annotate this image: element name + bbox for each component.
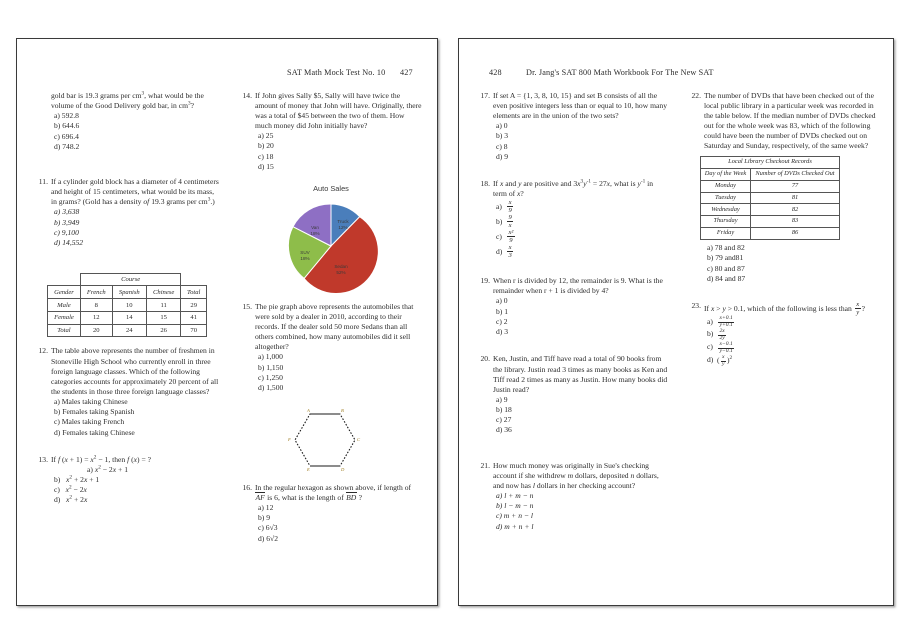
choice[interactable]: b) 18 bbox=[496, 404, 512, 414]
auto-sales-pie-chart bbox=[271, 184, 391, 296]
choice[interactable]: a) 9 bbox=[496, 394, 508, 404]
q19-number: 19. bbox=[480, 276, 490, 286]
q10-choices bbox=[54, 111, 219, 152]
q19-choices bbox=[496, 296, 668, 337]
q14-number: 14. bbox=[242, 91, 252, 100]
q22-number: 22. bbox=[691, 91, 701, 100]
cell: 8 bbox=[80, 299, 112, 312]
cell-count: 82 bbox=[751, 204, 840, 216]
choice[interactable] bbox=[496, 199, 668, 214]
pie-chart-svg bbox=[279, 196, 383, 296]
choice[interactable]: b) Females taking Spanish bbox=[54, 406, 135, 416]
choice[interactable] bbox=[496, 229, 668, 244]
q21-choices bbox=[496, 491, 668, 532]
row-header: Total bbox=[48, 324, 81, 337]
fraction: $\frac{9}{x}$ bbox=[508, 214, 512, 230]
cell-count: 86 bbox=[751, 228, 840, 240]
question-16 bbox=[239, 483, 423, 544]
q22-choices bbox=[707, 243, 879, 284]
running-head-title-left: SAT Math Mock Test No. 10 bbox=[287, 68, 386, 77]
q10-text: gold bar is 19.3 grams per $cm^3$, what would be the volume of the Good Delivery gold bar, in $cm^3$? bbox=[51, 90, 204, 111]
col-header: French bbox=[80, 286, 112, 299]
cell: 70 bbox=[181, 324, 207, 337]
choice[interactable]: d) 1,500 bbox=[258, 383, 284, 393]
choice[interactable] bbox=[707, 329, 879, 342]
q23-choices bbox=[707, 316, 879, 367]
q20-text: Ken, Justin, and Tiff have read a total of 90 books from the library. Justin read 3 times as many books as Ken and Tiff read 2 times as many as Justin. How many books did Justin read? bbox=[493, 354, 668, 394]
table-row bbox=[701, 216, 840, 228]
fraction: $\frac{x-0.1}{y-0.1}$ bbox=[719, 340, 733, 354]
fraction: $\frac{x}{3}$ bbox=[508, 244, 512, 260]
q17-text: If set A = {1, 3, 8, 10, 15} and set B consists of all the even positive integers less than or equal to 10, how many elements are in the union of the two sets? bbox=[493, 91, 667, 121]
q15-number: 15. bbox=[242, 302, 252, 312]
cell-count: 77 bbox=[751, 180, 840, 192]
choice[interactable]: c) 1,250 bbox=[258, 373, 283, 383]
choice[interactable] bbox=[496, 244, 668, 259]
cell-day: Monday bbox=[701, 180, 751, 192]
cell: 41 bbox=[181, 311, 207, 324]
segment-af: AF bbox=[255, 492, 265, 502]
choice[interactable]: a) 0 bbox=[496, 296, 508, 306]
q13-number: 13. bbox=[38, 454, 48, 464]
choice-label: b) bbox=[707, 329, 714, 339]
choice[interactable]: c) 696.4 bbox=[54, 131, 79, 141]
left-page-column-1 bbox=[35, 91, 229, 599]
choice[interactable]: d) 14,552 bbox=[54, 238, 84, 248]
pie-label-van-name: Van bbox=[311, 225, 319, 231]
right-page-column-2 bbox=[678, 91, 879, 599]
question-18 bbox=[477, 179, 668, 259]
pie-label-sedan-name: Sedan bbox=[334, 264, 348, 270]
q13-choice-a[interactable]: a) $x^2 - 2x + 1$ bbox=[87, 464, 128, 474]
choice-label: c) bbox=[707, 342, 713, 352]
choice[interactable]: a) 592.8 bbox=[54, 111, 79, 121]
choice[interactable]: d) Females taking Chinese bbox=[54, 427, 135, 437]
chart-title: Auto Sales bbox=[313, 184, 349, 194]
choice[interactable]: b) 1 bbox=[496, 306, 509, 316]
library-checkout-table bbox=[700, 156, 840, 240]
cell: 15 bbox=[146, 311, 181, 324]
q18-choices bbox=[496, 199, 668, 259]
pie-label-van-value: 18% bbox=[310, 231, 320, 237]
question-15 bbox=[239, 302, 423, 393]
q11-number: 11. bbox=[38, 177, 48, 187]
col-header: Spanish bbox=[112, 286, 146, 299]
choice[interactable]: b) 3,949 bbox=[54, 217, 80, 227]
question-19 bbox=[477, 276, 668, 337]
choice[interactable]: d) ( $\frac{x}{y}$ )$^2$ bbox=[707, 353, 733, 367]
question-23 bbox=[688, 301, 879, 367]
q11-text: If a cylinder gold block has a diameter of 4 centimeters and height of 15 centimeters, what would be its mass, in grams? (Gold has a density of 19.3 grams per $cm^3$.) bbox=[51, 177, 219, 207]
q21-number: 21. bbox=[480, 460, 490, 470]
col-header: Chinese bbox=[146, 286, 181, 299]
choice[interactable]: a) 1,000 bbox=[258, 352, 283, 362]
choice[interactable]: a) Males taking Chinese bbox=[54, 396, 128, 406]
choice[interactable]: c) 18 bbox=[258, 151, 274, 161]
pie-label-truck-name: Truck bbox=[337, 219, 349, 225]
hexagon-vertex-label-e: E bbox=[307, 466, 310, 472]
pie-label-suv-name: SUV bbox=[300, 250, 310, 256]
table-row bbox=[48, 324, 207, 337]
choice[interactable]: a) 78 and 82 bbox=[707, 242, 745, 252]
choice[interactable] bbox=[707, 342, 879, 355]
q14-choices bbox=[258, 131, 423, 172]
table-row bbox=[701, 192, 840, 204]
hexagon-svg bbox=[286, 408, 364, 472]
choice[interactable]: b) 9 bbox=[258, 512, 271, 522]
choice[interactable]: b) 79 and81 bbox=[707, 253, 744, 263]
col-header: Gender bbox=[48, 286, 81, 299]
pie-label-suv-value: 18% bbox=[300, 256, 310, 262]
choice-label: c) bbox=[496, 232, 502, 242]
question-10-continuation bbox=[35, 91, 219, 152]
choice[interactable]: d) m + n + l bbox=[496, 521, 534, 531]
cell: 29 bbox=[181, 299, 207, 312]
choice[interactable]: b) 1,150 bbox=[258, 362, 284, 372]
fraction: $\frac{2x}{2y}$ bbox=[719, 327, 725, 341]
table-row-caption bbox=[48, 273, 207, 286]
fraction-x-over-y: $\frac{x}{y}$ bbox=[856, 301, 860, 317]
question-20 bbox=[477, 354, 668, 435]
left-page-columns bbox=[17, 91, 437, 599]
choice[interactable]: d) 3 bbox=[496, 327, 509, 337]
table-row-caption bbox=[701, 157, 840, 169]
cell-count: 83 bbox=[751, 216, 840, 228]
choice[interactable]: c) $x^2 - 2x$ bbox=[54, 484, 87, 495]
table-row bbox=[48, 299, 207, 312]
cell-day: Tuesday bbox=[701, 192, 751, 204]
question-14 bbox=[239, 91, 423, 172]
choice-label: d) bbox=[496, 247, 503, 257]
cell: 14 bbox=[112, 311, 146, 324]
choice-label: a) bbox=[707, 316, 713, 326]
choice[interactable]: d) 36 bbox=[496, 425, 512, 435]
choice[interactable]: c) m + n − l bbox=[496, 511, 534, 521]
col-header: Total bbox=[181, 286, 207, 299]
choice[interactable]: c) 27 bbox=[496, 415, 512, 425]
q19-text: When r is divided by 12, the remainder is 9. What is the remainder when r + 1 is divided by 4? bbox=[493, 276, 663, 296]
choice[interactable]: a) 0 bbox=[496, 121, 508, 131]
cell-day: Thursday bbox=[701, 216, 751, 228]
row-header: Female bbox=[48, 311, 81, 324]
row-header: Male bbox=[48, 299, 81, 312]
hexagon-vertex-label-c: C bbox=[357, 436, 361, 442]
table-row bbox=[701, 204, 840, 216]
course-enrollment-table bbox=[47, 273, 207, 338]
page-right bbox=[458, 38, 894, 606]
cell: 20 bbox=[80, 324, 112, 337]
col-header-count: Number of DVDs Checked Out bbox=[751, 168, 840, 180]
table-row bbox=[701, 180, 840, 192]
hexagon-shape bbox=[295, 414, 355, 466]
table-row bbox=[48, 311, 207, 324]
q12-number: 12. bbox=[38, 346, 48, 356]
fraction: $\frac{x}{9}$ bbox=[508, 199, 512, 215]
q15-text: The pie graph above represents the automobiles that were sold by a dealer in 2010, according to their records. If the dealer sold 50 more Sedans than all others combined, how many automobiles did it sell altogether? bbox=[255, 302, 414, 352]
choice[interactable] bbox=[496, 214, 668, 229]
q23-text: If x > y > 0.1, which of the following is less than $\frac{x}{y}$ ? bbox=[704, 301, 866, 317]
choice-label: d) bbox=[707, 355, 714, 365]
fraction: $\frac{\text{x²}}{9}$ bbox=[508, 229, 514, 245]
pie-label-truck-value: 12% bbox=[338, 225, 348, 231]
cell-day: Wednesday bbox=[701, 204, 751, 216]
choice[interactable]: c) 9,100 bbox=[54, 227, 79, 237]
question-22 bbox=[688, 91, 879, 284]
question-17 bbox=[477, 91, 668, 162]
q14-text: If John gives Sally $5, Sally will have twice the amount of money that John will have. Originally, there was a total of $45 between the two of them. How much money did John initially have? bbox=[255, 91, 422, 131]
choice[interactable]: a) l + m − n bbox=[496, 490, 534, 500]
choice[interactable]: b) $x^2 + 2x + 1$ bbox=[54, 474, 100, 484]
choice[interactable]: c) Males taking French bbox=[54, 417, 125, 427]
choice[interactable]: a) 25 bbox=[258, 131, 274, 141]
question-21 bbox=[477, 461, 668, 532]
segment-bd: BD bbox=[346, 492, 357, 502]
left-page-column-2 bbox=[229, 91, 423, 599]
q18-number: 18. bbox=[480, 179, 490, 189]
choice[interactable]: c) 8 bbox=[496, 141, 508, 151]
col-header-day: Day of the Week bbox=[701, 168, 751, 180]
right-page-columns bbox=[459, 91, 893, 599]
q18-text: If x and y are positive and $3x^3y^{-1} = 27x$, what is $y^{-1}$ in term of x? bbox=[493, 178, 654, 199]
page-number-right: 428 bbox=[489, 68, 502, 77]
q13-text: If f $(x + 1) = x^2 - 1$, then f (x) = ? bbox=[51, 454, 152, 464]
choice[interactable]: b) 644.6 bbox=[54, 121, 80, 131]
choice[interactable]: d) 15 bbox=[258, 162, 274, 171]
q15-choices bbox=[258, 352, 423, 393]
running-head-title-right: Dr. Jang's SAT 800 Math Workbook For The New SAT bbox=[526, 68, 714, 77]
page-left bbox=[16, 38, 438, 606]
choice-label: a) bbox=[496, 202, 502, 212]
q13-choices bbox=[54, 475, 219, 506]
hexagon-vertex-label-b: B bbox=[341, 407, 344, 413]
q20-number: 20. bbox=[480, 354, 490, 364]
cell: 26 bbox=[146, 324, 181, 337]
choice[interactable]: d) 9 bbox=[496, 151, 509, 161]
table-row-header bbox=[48, 286, 207, 299]
regular-hexagon-figure bbox=[286, 408, 376, 477]
table-caption-library: Local Library Checkout Records bbox=[701, 157, 840, 169]
cell-count: 81 bbox=[751, 192, 840, 204]
question-11 bbox=[35, 177, 219, 248]
fraction: $\frac{x+0.1}{y+0.1}$ bbox=[719, 315, 733, 329]
choice[interactable]: b) 3 bbox=[496, 131, 509, 141]
hexagon-vertex-label-d: D bbox=[341, 466, 345, 472]
q12-choices bbox=[54, 397, 219, 438]
hexagon-vertex-label-f: F bbox=[288, 436, 291, 442]
choice[interactable]: c) 2 bbox=[496, 316, 508, 326]
q17-number: 17. bbox=[480, 91, 490, 100]
choice-label: b) bbox=[496, 217, 503, 227]
q11-choices bbox=[54, 207, 219, 248]
question-12 bbox=[35, 346, 219, 437]
exponent: 2 bbox=[729, 354, 733, 361]
choice[interactable]: b) 20 bbox=[258, 141, 274, 151]
choice[interactable]: d) 6√2 bbox=[258, 533, 278, 543]
cell: 12 bbox=[80, 311, 112, 324]
choice[interactable] bbox=[707, 316, 879, 329]
cell-day: Friday bbox=[701, 228, 751, 240]
table-row-header bbox=[701, 168, 840, 180]
empty-cell bbox=[48, 273, 81, 286]
q16-text: In the regular hexagon as shown above, if length of AF is 6, what is the length of BD ? bbox=[255, 482, 412, 502]
q21-text: How much money was originally in Sue's checking account if she withdrew m dollars, deposited n dollars, and now has l dollars in her checking account? bbox=[493, 460, 659, 490]
fraction: $\frac{x}{y}$ bbox=[722, 353, 725, 367]
q12-text: The table above represents the number of freshmen in Stoneville High School who currently enroll in three foreign language classes. Which of the following categories accounts for approximately 20 percent of all the students in those three foreign language classes? bbox=[51, 346, 219, 396]
choice[interactable]: a) 12 bbox=[258, 502, 274, 512]
cell: 10 bbox=[112, 299, 146, 312]
pie-label-sedan-value: 52% bbox=[336, 270, 346, 276]
table-row bbox=[701, 228, 840, 240]
question-13 bbox=[35, 455, 219, 506]
cell: 11 bbox=[146, 299, 181, 312]
choice[interactable]: d) 748.2 bbox=[54, 141, 80, 151]
empty-cell bbox=[181, 273, 207, 286]
choice[interactable]: b) l − m − n bbox=[496, 501, 534, 511]
q16-choices bbox=[258, 503, 423, 544]
choice[interactable]: c) 80 and 87 bbox=[707, 263, 745, 273]
cell: 24 bbox=[112, 324, 146, 337]
q23-number: 23. bbox=[691, 301, 701, 311]
q16-number: 16. bbox=[242, 482, 252, 492]
right-page-column-1 bbox=[477, 91, 678, 599]
choice[interactable]: a) 3,638 bbox=[54, 207, 80, 217]
table-caption-course: Course bbox=[80, 273, 181, 286]
q22-text: The number of DVDs that have been checked out of the local public library in a particular week was recorded in the table below. If the median number of DVDs checked out for the whole week was 83, which of the following could have been the number of DVDs checked out on Saturday and Sunday, respectively, of the same week? bbox=[704, 91, 876, 151]
choice[interactable]: d) 84 and 87 bbox=[707, 273, 746, 283]
choice[interactable]: d) $x^2 + 2x$ bbox=[54, 494, 88, 505]
q17-choices bbox=[496, 121, 668, 162]
q20-choices bbox=[496, 395, 668, 436]
choice[interactable]: c) 6√3 bbox=[258, 523, 278, 533]
page-number-left: 427 bbox=[400, 68, 413, 77]
hexagon-vertex-label-a: A bbox=[307, 407, 310, 413]
